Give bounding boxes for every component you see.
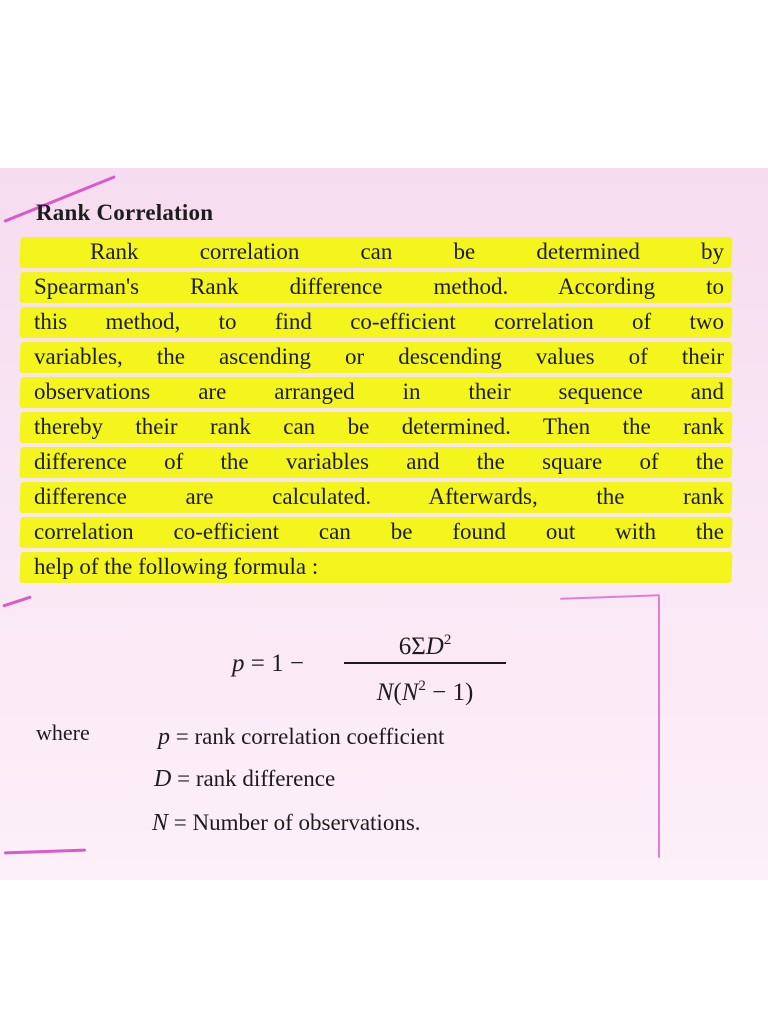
paragraph-line: difference of the variables and the square of the [34, 444, 724, 479]
paragraph-line: variables, the ascending or descending values of their [34, 339, 724, 374]
textbook-page [0, 168, 768, 880]
pen-mark [560, 594, 660, 599]
paragraph-line: difference are calculated. Afterwards, the rank [34, 479, 724, 514]
paragraph-line: observations are arranged in their sequence and [34, 374, 724, 409]
section-title: Rank Correlation [36, 200, 214, 225]
definition-d: D = rank difference [154, 766, 336, 792]
formula-fraction [350, 618, 500, 708]
paragraph-line: this method, to find co-efficient correlation of two [34, 304, 724, 339]
where-label: where [36, 720, 90, 745]
paragraph [34, 234, 724, 584]
pen-mark [2, 595, 31, 607]
spearman-formula [232, 618, 532, 718]
formula-numerator: $6\Sigma D^2$ [398, 632, 452, 660]
pen-mark [658, 596, 660, 858]
formula-denominator: $N(N^2 - 1)$ [376, 678, 474, 706]
paragraph-line: help of the following formula : [34, 549, 724, 584]
pen-mark [4, 849, 86, 855]
paragraph-line: Rank correlation can be determined by [34, 234, 724, 269]
definition-p: p = rank correlation coefficient [158, 724, 445, 750]
definition-n: N = Number of observations. [152, 810, 421, 836]
paragraph-line: Spearman's Rank difference method. According to [34, 269, 724, 304]
paragraph-line: correlation co-efficient can be found out with the [34, 514, 724, 549]
paragraph-line: thereby their rank can be determined. Then the rank [34, 409, 724, 444]
formula-lhs: p = 1 − [232, 650, 304, 677]
